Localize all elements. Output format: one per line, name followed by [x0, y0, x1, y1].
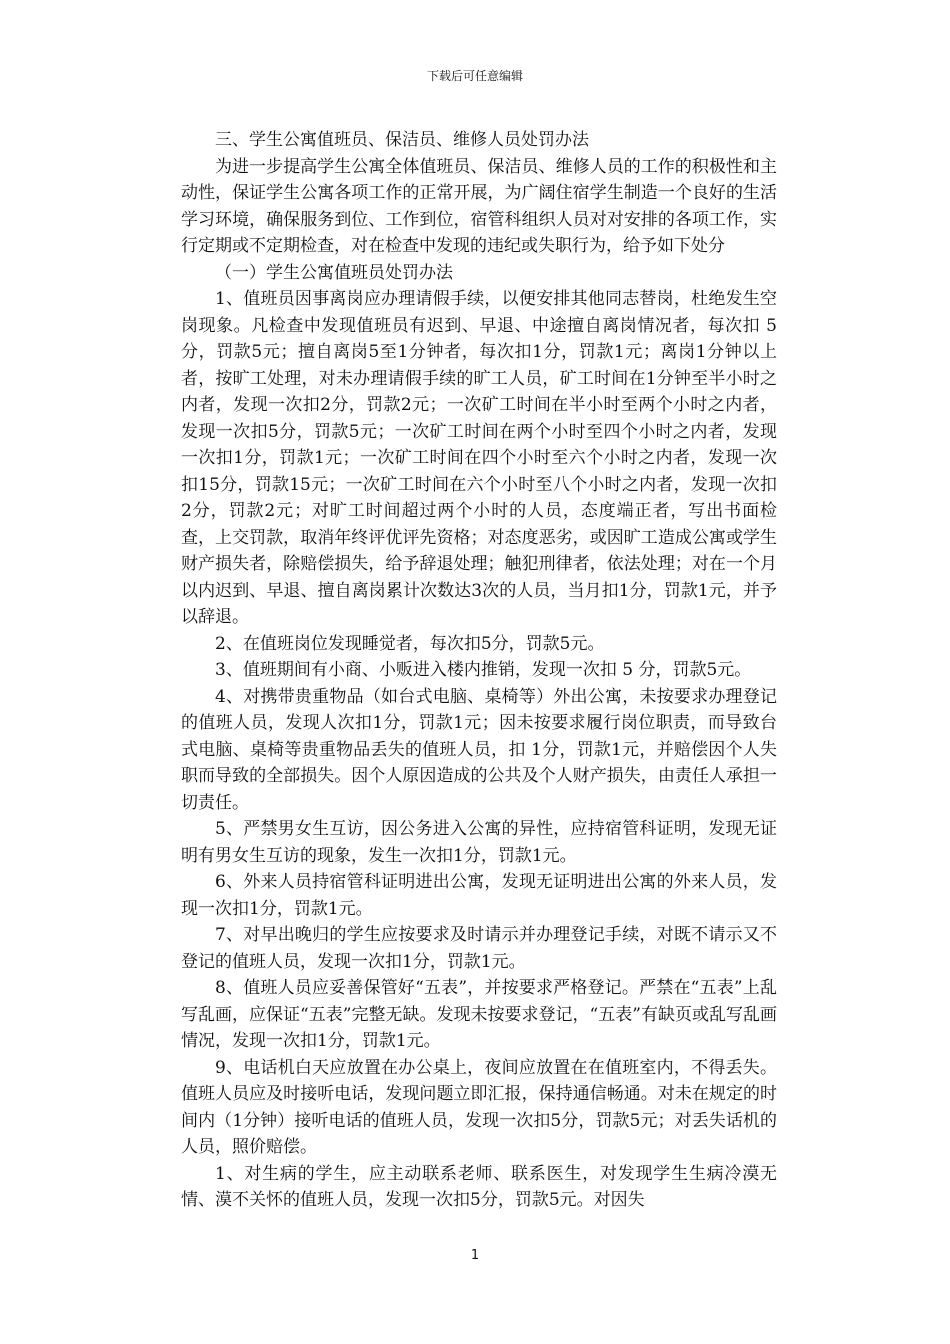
intro-paragraph: 为进一步提高学生公寓全体值班员、保洁员、维修人员的工作的积极性和主动性，保证学生公寓各项工作的正常开展，为广阔住宿学生制造一个良好的生活学习环境，确保服务到位、工作到位，宿管科组织人员对对安排的各项工作，实行定期或不定期检查，对在检查中发现的违纪或失职行为，给予如下处分	[181, 156, 777, 256]
rule-paragraph: 2、在值班岗位发现睡觉者，每次扣5分，罚款5元。	[215, 633, 605, 654]
rule-paragraph: 5、严禁男女生互访，因公务进入公寓的异性，应持宿管科证明，发现无证明有男女生互访的现象，发生一次扣1分，罚款1元。	[181, 819, 777, 866]
section-heading: 三、学生公寓值班员、保洁员、维修人员处罚办法	[215, 130, 589, 150]
rule-paragraph: 3、值班期间有小商、小贩进入楼内推销，发现一次扣 5 分，罚款5元。	[215, 660, 752, 680]
rule-paragraph: 4、对携带贵重物品（如台式电脑、桌椅等）外出公寓，未按要求办理登记的值班人员，发现人次扣1分，罚款1元；因未按要求履行岗位职责，而导致台式电脑、桌椅等贵重物品丢失的值班人员，扣 1分，罚款1元，并赔偿因个人失职而导致的全部损失。因个人原因造成的公共及个人财产损失，由责任人承担一切责任。	[181, 686, 777, 813]
rule-paragraph: 1、值班员因事离岗应办理请假手续，以便安排其他同志替岗，杜绝发生空岗现象。凡检查中发现值班员有迟到、早退、中途擅自离岗情况者，每次扣 5 分，罚款5元；擅自离岗5至1分钟者，每次扣1分，罚款1元；离岗1分钟以上者，按旷工处理，对未办理请假手续的旷工人员，矿工时间在1分钟至半小时之内者，发现一次扣2分，罚款2元；一次矿工时间在半小时至两个小时之内者，发现一次扣5分，罚款5元；一次矿工时间在两个小时至四个小时之内者，发现一次扣1分，罚款1元；一次矿工时间在四个小时至六个小时之内者，发现一次扣15分，罚款15元；一次矿工时间在六个小时至八个小时之内者，发现一次扣2分，罚款2元；对旷工时间超过两个小时的人员，态度端正者，写出书面检查，上交罚款，取消年终评优评先资格；对态度恶劣，或因旷工造成公寓或学生财产损失者，除赔偿损失，给予辞退处理；触犯刑律者，依法处理；对在一个月以内迟到、早退、擅自离岗累计次数达3次的人员，当月扣1分，罚款1元，并予以辞退。	[181, 289, 777, 627]
subsection-heading: （一）学生公寓值班员处罚办法	[215, 262, 453, 283]
document-body	[181, 127, 777, 1214]
rule-paragraph: 8、值班人员应妥善保管好“五表”，并按要求严格登记。严禁在“五表”上乱写乱画，应保证“五表”完整无缺。发现未按要求登记，“五表”有缺页或乱写乱画情况，发现一次扣1分，罚款1元。	[181, 978, 777, 1051]
rule-paragraph: 1、对生病的学生，应主动联系老师、联系医生，对发现学生生病冷漠无情、漠不关怀的值班人员，发现一次扣5分，罚款5元。对因失	[181, 1163, 777, 1210]
page-number: 1	[470, 1248, 480, 1263]
rule-paragraph: 6、外来人员持宿管科证明进出公寓，发现无证明进出公寓的外来人员，发现一次扣1分，罚款1元。	[181, 872, 777, 919]
page-header: 下载后可任意编辑	[426, 69, 523, 83]
rule-paragraph: 9、电话机白天应放置在办公桌上，夜间应放置在在值班室内，不得丢失。值班人员应及时接听电话，发现问题立即汇报，保持通信畅通。对未在规定的时间内（1分钟）接听电话的值班人员，发现一次扣5分，罚款5元；对丢失话机的人员，照价赔偿。	[181, 1057, 777, 1157]
rule-paragraph: 7、对早出晚归的学生应按要求及时请示并办理登记手续，对既不请示又不登记的值班人员，发现一次扣1分，罚款1元。	[181, 925, 777, 972]
